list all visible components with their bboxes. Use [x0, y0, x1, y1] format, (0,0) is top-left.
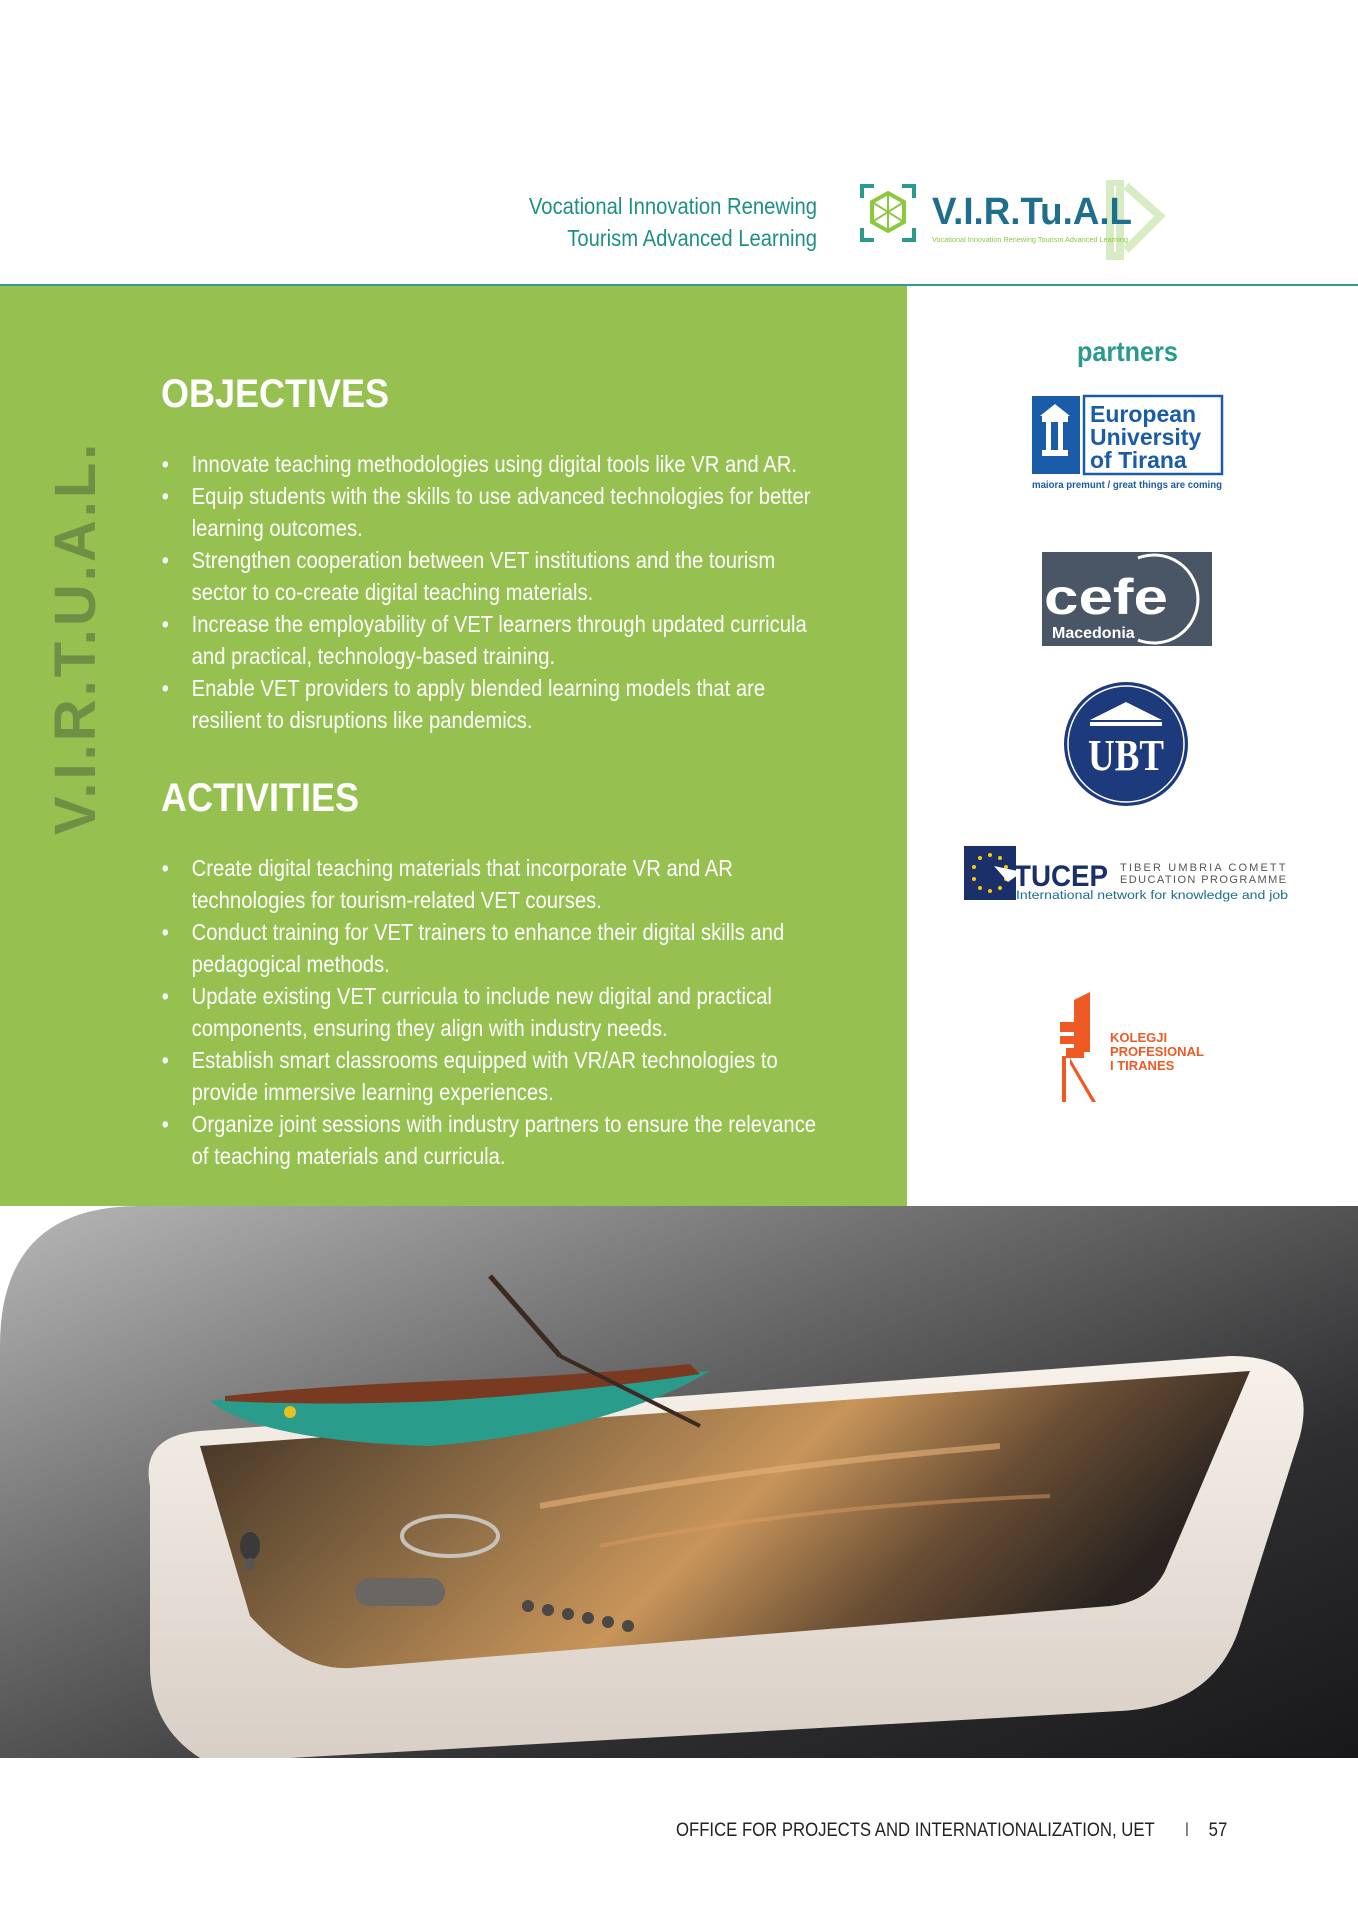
list-item: • Establish smart classrooms equipped with VR/AR technologies to provide immersive learning experiences.: [160, 1044, 829, 1108]
uet-name-line-2: University: [1090, 424, 1202, 450]
vertical-project-title: V.I.R.T.U.A.L.: [43, 440, 108, 835]
uet-motto: maiora premunt / great things are coming: [1032, 480, 1222, 491]
header-tagline: [527, 190, 817, 254]
tucep-line-2: EDUCATION PROGRAMME: [1120, 874, 1288, 886]
list-item: • Update existing VET curricula to include new digital and practical components, ensuring they align with industry needs.: [160, 980, 829, 1044]
uet-name-line-3: of Tirana: [1090, 447, 1187, 473]
activities-list: [160, 852, 829, 1172]
cefe-name: cefe: [1044, 569, 1168, 625]
list-item: • Equip students with the skills to use advanced technologies for better learning outcomes.: [160, 480, 829, 544]
uet-logo: [1030, 394, 1226, 494]
kpt-line-3: I TIRANES: [1110, 1058, 1175, 1073]
tagline-line-2: Tourism Advanced Learning: [567, 225, 817, 251]
partners-heading: partners: [1077, 336, 1178, 367]
cube-bracket-icon: [862, 186, 914, 240]
logo-subtitle: Vocational Innovation Renewing Tourism Advanced Learning: [932, 237, 1129, 244]
list-item: • Strengthen cooperation between VET institutions and the tourism sector to co-create digital teaching materials.: [160, 544, 829, 608]
tagline-line-1: Vocational Innovation Renewing: [528, 193, 817, 219]
objectives-heading: OBJECTIVES: [161, 372, 390, 416]
list-item: • Enable VET providers to apply blended learning models that are resilient to disruptions like pandemics.: [160, 672, 829, 736]
page-footer: [676, 1820, 1227, 1842]
kpt-line-1: KOLEGJI: [1110, 1030, 1168, 1045]
objectives-list: [160, 448, 829, 736]
page-number: 57: [1208, 1820, 1228, 1841]
footer-office: OFFICE FOR PROJECTS AND INTERNATIONALIZATION, UET: [676, 1820, 1155, 1841]
ubt-logo: [1062, 680, 1190, 808]
logo-wordmark: V.I.R.Tu.A.L: [932, 191, 1132, 233]
list-item: • Innovate teaching methodologies using digital tools like VR and AR.: [160, 448, 829, 480]
footer-separator: I: [1184, 1820, 1190, 1841]
cefe-logo: [1042, 552, 1212, 646]
virtual-logo: [858, 180, 1202, 262]
kpt-line-2: PROFESIONAL: [1110, 1044, 1204, 1059]
list-item: • Create digital teaching materials that incorporate VR and AR technologies for tourism-related VET courses.: [160, 852, 829, 916]
uet-name-line-1: European: [1090, 401, 1197, 427]
smartphone-boat-photo: [0, 1206, 1358, 1758]
list-item: • Organize joint sessions with industry partners to ensure the relevance of teaching materials and curricula.: [160, 1108, 829, 1172]
cefe-country: Macedonia: [1052, 625, 1135, 642]
ubt-name: UBT: [1088, 731, 1164, 780]
kpt-emblem-icon: [1060, 992, 1096, 1102]
tucep-logo: [964, 846, 1290, 902]
tucep-name: TUCEP: [1014, 860, 1108, 893]
tucep-tagline: International network for knowledge and job: [1016, 890, 1288, 902]
tucep-line-1: TIBER UMBRIA COMETT: [1120, 862, 1288, 874]
kpt-logo: [1056, 992, 1206, 1104]
list-item: • Conduct training for VET trainers to enhance their digital skills and pedagogical methods.: [160, 916, 829, 980]
activities-heading: ACTIVITIES: [161, 776, 360, 820]
list-item: • Increase the employability of VET learners through updated curricula and practical, technology-based training.: [160, 608, 829, 672]
